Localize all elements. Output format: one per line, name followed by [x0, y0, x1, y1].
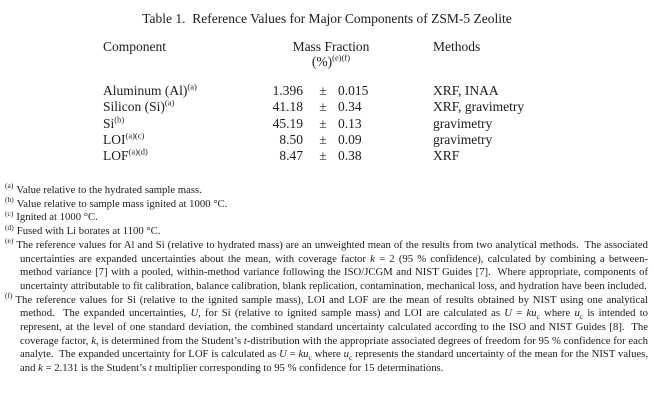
component-footnote-refs: (a) [187, 81, 197, 92]
plus-minus-sign: ± [319, 99, 327, 115]
component-name: Aluminum (Al) [103, 83, 188, 98]
component-name: Si [103, 115, 115, 131]
footnote-text: The reference values for Al and Si (relative to hydrated mass) are an unweighted mean of the results from two analytical methods. The associated uncertainties are expanded uncertainties about the mean, with coverage factor k = 2 (95 % confidence), calculated by combining a between-method variance [7] with a pooled, within-method variance following the ISO/JCGM and NIST Guides [7]. Where appropriate, components of uncertainty attributable to fit calibration, balance calibration, blank replication, contamination, mechanical loss, and hydration have been included. [16, 238, 648, 292]
footnotes-block [5, 181, 649, 376]
methods-cell: gravimetry [433, 131, 493, 147]
component-cell [103, 83, 197, 99]
table-row [0, 116, 654, 132]
footnote-marker: (a) [5, 181, 14, 191]
component-cell [103, 148, 148, 164]
footnote-marker: (f) [5, 291, 13, 301]
component-name: LOF [103, 148, 129, 164]
component-footnote-refs: (a)(d) [128, 146, 148, 157]
plus-minus-sign: ± [319, 83, 327, 98]
mass-fraction-value: 8.47 [279, 148, 303, 164]
mass-fraction-unit-line [258, 54, 404, 69]
uncertainty-value: 0.13 [338, 115, 362, 131]
footnote-text: Value relative to the hydrated sample mass. [16, 184, 202, 196]
mass-fraction-value: 45.19 [272, 115, 303, 131]
component-name: LOI [103, 131, 126, 147]
footnote-text: Fused with Li borates at 1100 °C. [16, 225, 161, 238]
methods-cell: gravimetry [433, 115, 493, 131]
methods-cell: XRF [433, 148, 460, 164]
plus-minus-sign: ± [319, 115, 327, 131]
mass-fraction-value: 8.50 [279, 131, 303, 147]
footnote [5, 195, 648, 212]
column-header-methods: Methods [433, 39, 481, 54]
footnote-text: Ignited at 1000 °C. [16, 211, 98, 224]
plus-minus-sign: ± [319, 131, 327, 147]
table-title: Table 1. Reference Values for Major Components of ZSM-5 Zeolite [142, 11, 512, 26]
uncertainty-value: 0.015 [338, 83, 369, 98]
table-body [0, 83, 654, 164]
footnote [5, 181, 648, 198]
footnote [5, 208, 648, 225]
mass-fraction-label: Mass Fraction [292, 39, 370, 54]
table-row [0, 132, 654, 148]
methods-cell: XRF, INAA [433, 83, 499, 98]
footnote [5, 291, 649, 376]
footnote-marker: (e) [5, 236, 14, 246]
component-cell [103, 116, 124, 132]
uncertainty-value: 0.38 [338, 148, 362, 164]
footnote-marker: (b) [5, 195, 14, 205]
footnote [5, 222, 648, 239]
column-header-mass-fraction [258, 39, 404, 69]
mass-fraction-footnote-refs: (e)(f) [332, 52, 351, 63]
footnote-text: Value relative to sample mass ignited at 1000 °C. [16, 197, 228, 210]
table-row [0, 83, 654, 99]
table-row [0, 99, 654, 115]
component-name: Silicon (Si) [103, 99, 165, 115]
column-header-component: Component [103, 39, 166, 54]
mass-fraction-value: 41.18 [272, 99, 303, 115]
footnote-marker: (d) [5, 222, 14, 232]
component-footnote-refs: (a) [164, 97, 175, 108]
footnote-marker: (c) [5, 208, 14, 218]
footnote [5, 236, 648, 294]
uncertainty-value: 0.09 [338, 131, 362, 147]
table-row [0, 148, 654, 164]
methods-cell: XRF, gravimetry [433, 99, 525, 115]
mass-fraction-value: 1.396 [272, 83, 303, 98]
mass-fraction-unit: (%) [311, 54, 333, 69]
footnote-text: The reference values for Si (relative to the ignited sample mass), LOI and LOF are the mean of results obtained by NIST using one analytical method. The expanded uncertainties, U, for Si (relative to ignited sample mass) and LOI are calculated as $U = ku_c$ where $u_c$ is intended to represent, at the level of one standard deviation, the combined standard uncertainty calculated according to the ISO and NIST Guides [8]. The coverage factor, k, is determined from the Student’s t-distribution with the appropriate associated degrees of freedom for 95 % confidence for each analyte. The expanded uncertainty for LOF is calculated as $U = ku_c$ where $u_c$ represents the standard uncertainty of the mean for the NIST values, and k = 2.131 is the Student’s t multiplier corresponding to 95 % confidence for 15 determinations. [15, 293, 649, 375]
plus-minus-sign: ± [319, 148, 327, 164]
component-footnote-refs: (b) [114, 114, 125, 125]
component-footnote-refs: (a)(c) [125, 130, 145, 141]
uncertainty-value: 0.34 [338, 99, 362, 115]
